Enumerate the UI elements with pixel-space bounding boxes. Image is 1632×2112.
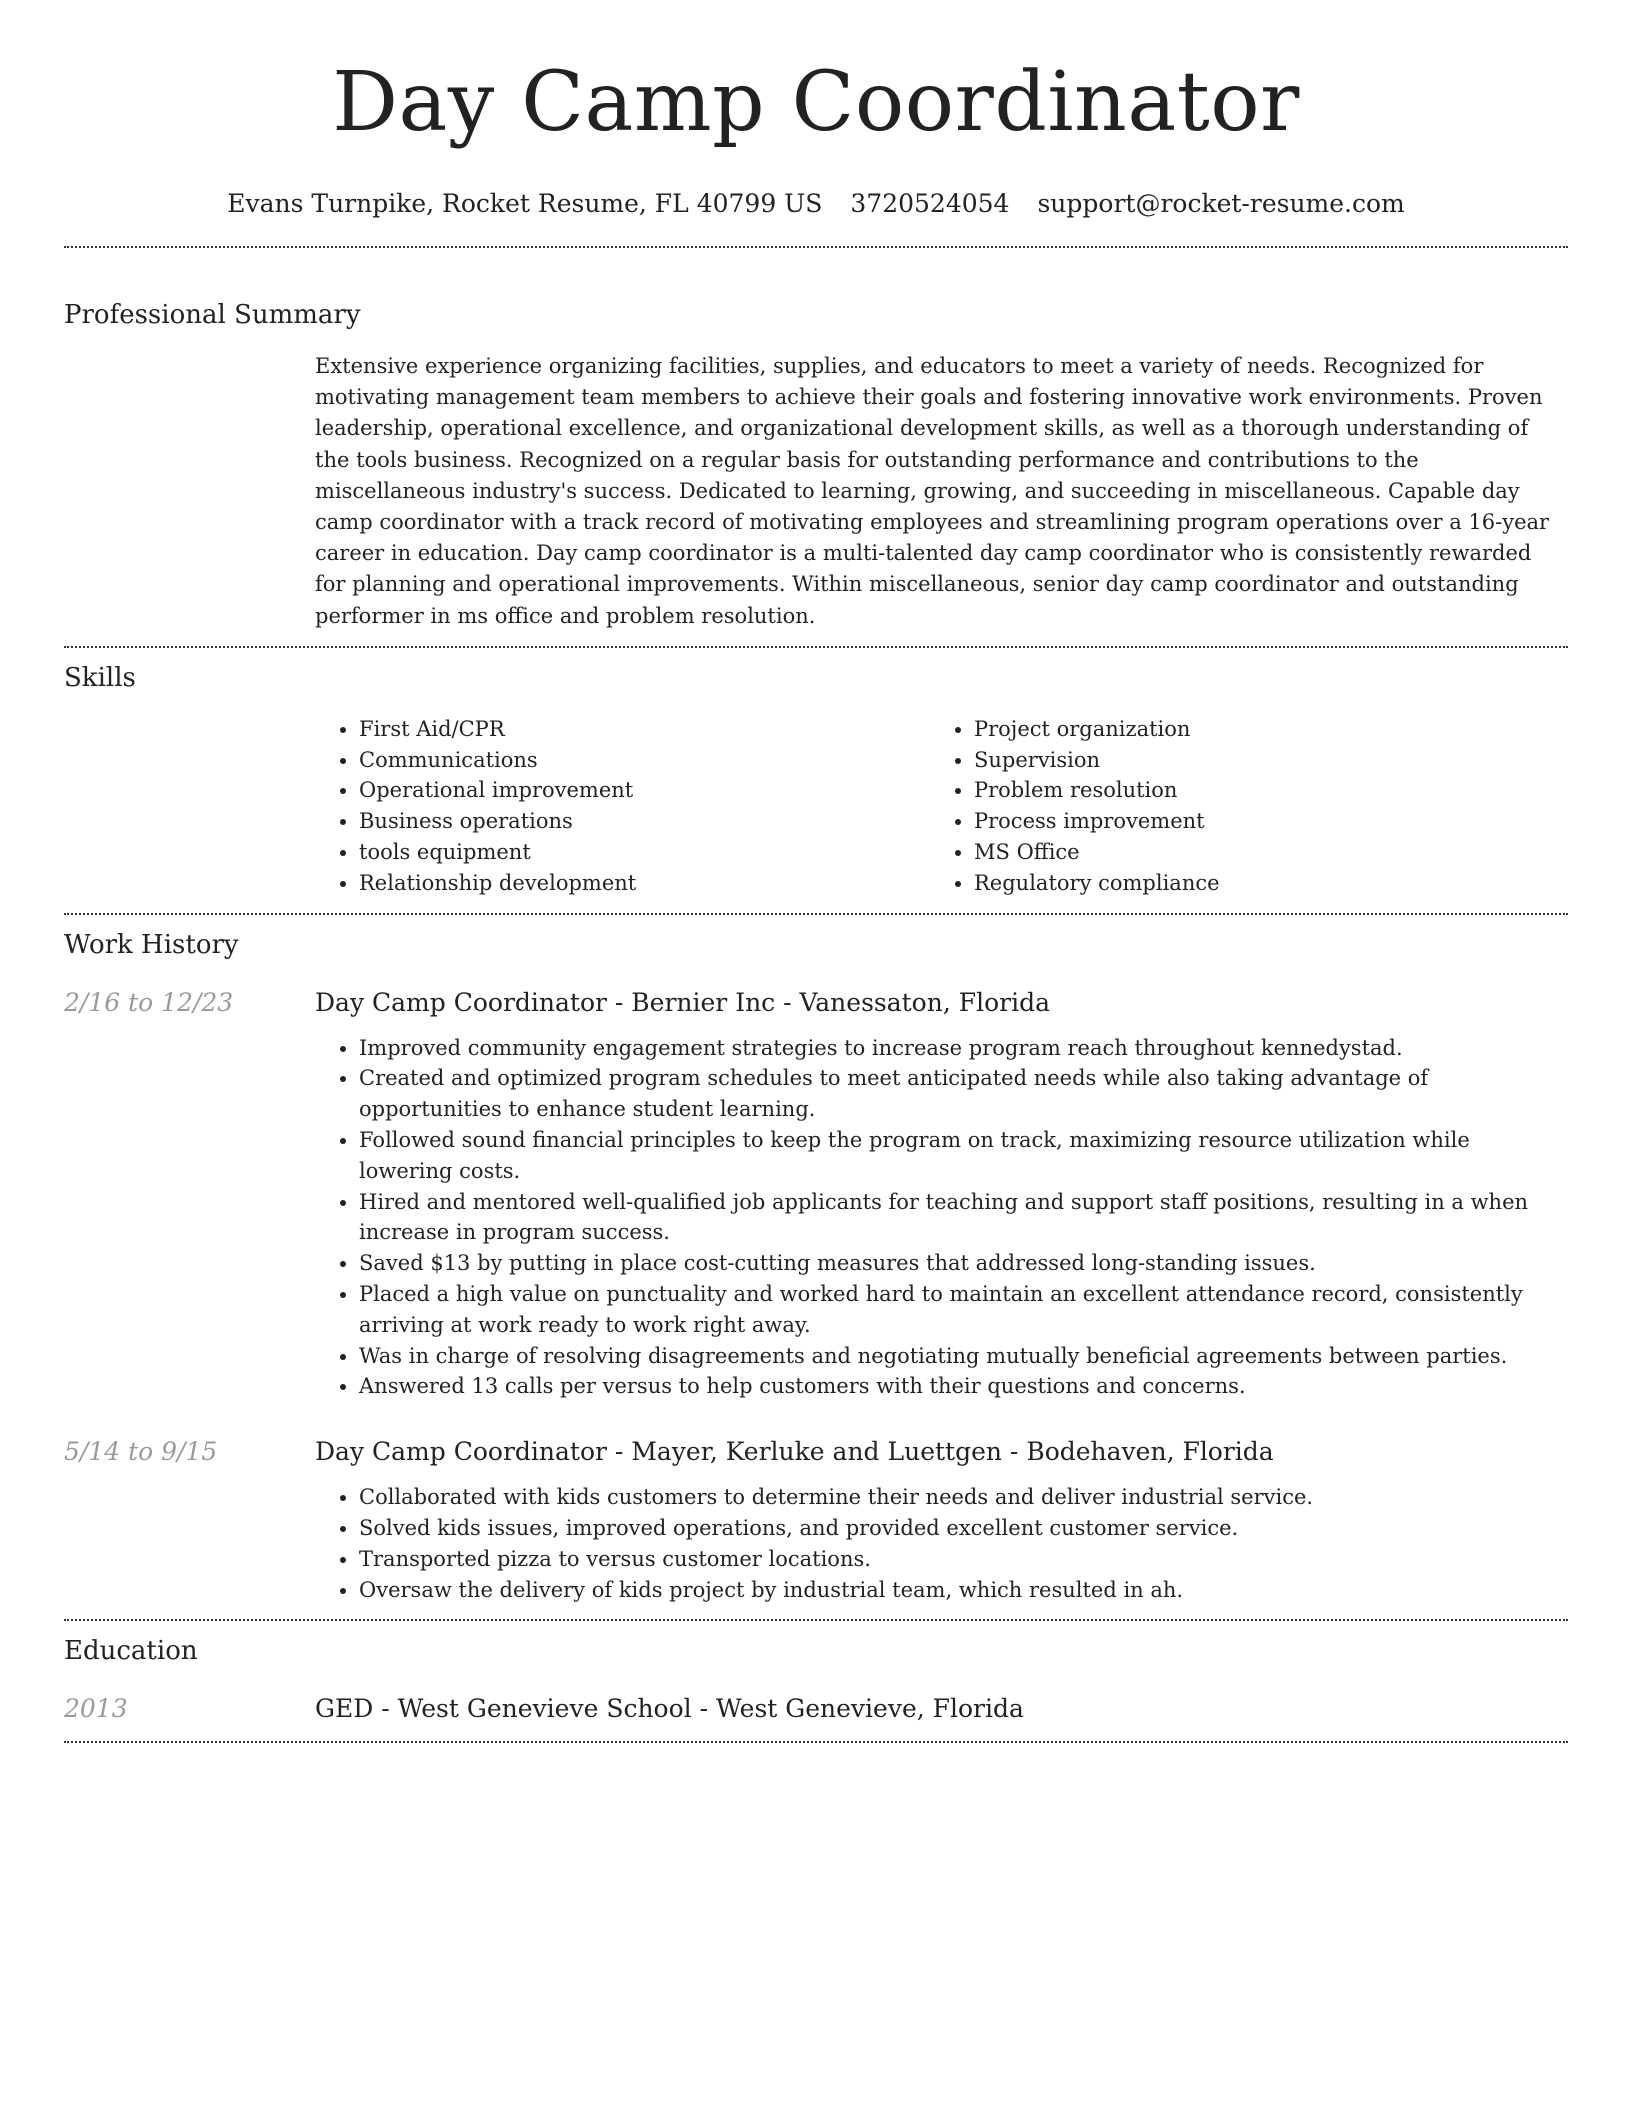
skill-item: • Communications bbox=[359, 745, 930, 776]
skill-item: • Problem resolution bbox=[974, 775, 1545, 806]
job-bullets bbox=[315, 1033, 1568, 1403]
job-bullet: • Collaborated with kids customers to determine their needs and deliver industrial service. bbox=[359, 1482, 1568, 1513]
skill-item: • MS Office bbox=[974, 837, 1545, 868]
skill-item: • Process improvement bbox=[974, 806, 1545, 837]
skills-column-right bbox=[930, 714, 1545, 899]
job-header bbox=[64, 985, 1568, 1021]
contact-email: support@rocket-resume.com bbox=[1037, 189, 1405, 218]
section-title-education: Education bbox=[64, 1636, 198, 1667]
job-header bbox=[64, 1434, 1568, 1470]
section-title-skills: Skills bbox=[64, 662, 136, 693]
education-heading: GED - West Genevieve School - West Genevieve, Florida bbox=[315, 1694, 1024, 1724]
skill-item: • First Aid/CPR bbox=[359, 714, 930, 745]
job-bullet: • Was in charge of resolving disagreements and negotiating mutually beneficial agreements between parties. bbox=[359, 1341, 1568, 1372]
job-bullet: • Followed sound financial principles to keep the program on track, maximizing resource utilization while lowering costs. bbox=[359, 1125, 1568, 1187]
skill-item: • Relationship development bbox=[359, 868, 930, 899]
education-date: 2013 bbox=[64, 1694, 128, 1724]
skills-column-left bbox=[315, 714, 930, 899]
education-section bbox=[64, 1621, 1568, 1727]
job-bullet: • Created and optimized program schedules to meet anticipated needs while also taking advantage of opportunities to enhance student learning. bbox=[359, 1063, 1568, 1125]
job-bullet: • Answered 13 calls per versus to help customers with their questions and concerns. bbox=[359, 1371, 1568, 1402]
job-bullet: • Solved kids issues, improved operations, and provided excellent customer service. bbox=[359, 1513, 1568, 1544]
job-bullet: • Transported pizza to versus customer locations. bbox=[359, 1544, 1568, 1575]
job-bullets bbox=[315, 1482, 1568, 1605]
education-entry bbox=[64, 1691, 1568, 1727]
resume-name: Day Camp Coordinator bbox=[332, 55, 1300, 150]
job-bullet: • Placed a high value on punctuality and worked hard to maintain an excellent attendance record, consistently arriving at work ready to work right away. bbox=[359, 1279, 1568, 1341]
contact-address: Evans Turnpike, Rocket Resume, FL 40799 US bbox=[227, 189, 823, 218]
skills-list-left bbox=[315, 714, 930, 899]
job-heading: Day Camp Coordinator - Mayer, Kerluke and Luettgen - Bodehaven, Florida bbox=[315, 1437, 1274, 1467]
job-heading: Day Camp Coordinator - Bernier Inc - Vanessaton, Florida bbox=[315, 987, 1050, 1017]
divider bbox=[64, 1741, 1568, 1743]
summary-section bbox=[64, 248, 1568, 632]
skill-item: • Supervision bbox=[974, 745, 1545, 776]
summary-text: Extensive experience organizing facilities, supplies, and educators to meet a variety of needs. Recognized for motivating management team members to achieve their goals and fostering innovative work environments. Proven leadership, operational excellence, and organizational development skills, as well as a thorough understanding of the tools business. Recognized on a regular basis for outstanding performance and contributions to the miscellaneous industry's success. Dedicated to learning, growing, and succeeding in miscellaneous. Capable day camp coordinator with a track record of motivating employees and streamlining program operations over a 16-year career in education. Day camp coordinator is a multi-talented day camp coordinator who is consistently rewarded for planning and operational improvements. Within miscellaneous, senior day camp coordinator and outstanding performer in ms office and problem resolution. bbox=[315, 354, 1550, 628]
skill-item: • tools equipment bbox=[359, 837, 930, 868]
job-date: 2/16 to 12/23 bbox=[64, 987, 234, 1017]
job-entry bbox=[64, 1434, 1568, 1605]
job-bullet: • Improved community engagement strategies to increase program reach throughout kennedystad. bbox=[359, 1033, 1568, 1064]
skill-item: • Project organization bbox=[974, 714, 1545, 745]
skills-list-right bbox=[930, 714, 1545, 899]
job-bullet: • Oversaw the delivery of kids project by industrial team, which resulted in ah. bbox=[359, 1575, 1568, 1606]
job-bullet: • Saved $13 by putting in place cost-cutting measures that addressed long-standing issues. bbox=[359, 1248, 1568, 1279]
section-title-summary: Professional Summary bbox=[64, 300, 361, 330]
job-entry bbox=[64, 985, 1568, 1403]
skill-item: • Business operations bbox=[359, 806, 930, 837]
skill-item: • Operational improvement bbox=[359, 775, 930, 806]
job-bullet: • Hired and mentored well-qualified job applicants for teaching and support staff positions, resulting in a when increase in program success. bbox=[359, 1187, 1568, 1249]
work-history-section bbox=[64, 915, 1568, 1606]
contact-line bbox=[64, 186, 1568, 222]
section-title-work-history: Work History bbox=[64, 929, 239, 960]
contact-phone: 3720524054 bbox=[850, 189, 1010, 218]
skills-section bbox=[64, 648, 1568, 899]
skill-item: • Regulatory compliance bbox=[974, 868, 1545, 899]
job-date: 5/14 to 9/15 bbox=[64, 1437, 218, 1467]
skills-columns bbox=[315, 714, 1568, 899]
resume-header bbox=[64, 0, 1568, 222]
